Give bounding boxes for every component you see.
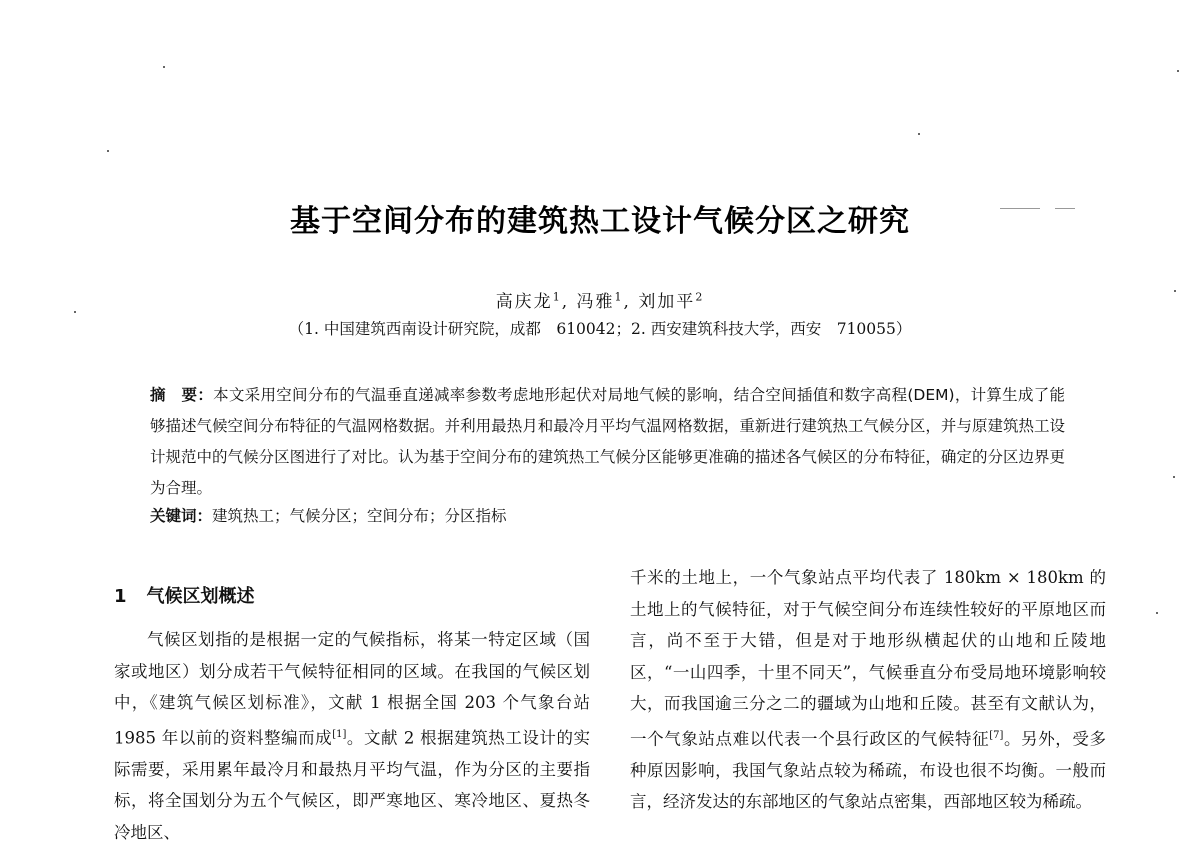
paragraph-text: 千米的土地上，一个气象站点平均代表了 180km × 180km 的土地上的气候特征，对于气候空间分布连续性较好的平原地区而言，尚不至于大错，但是对于地形纵横起伏的山地和丘陵地区，“一山四季，十里不同天”，气候垂直分布受局地环境影响较大，而我国逾三分之二的疆域为山地和丘陵。甚至有文献认为，一个气象站点难以代表一个县行政区的气候特征 (630, 568, 1106, 748)
left-column (114, 580, 590, 848)
paragraph-text: 气候区划指的是根据一定的气候指标，将某一特定区域（国家或地区）划分成若干气候特征相同的区域。在我国的气候区划中，《建筑气候区划标准》，文献 1 根据全国 203 个气象台站 1985 年以前的资料整编而成 (114, 630, 590, 747)
body-paragraph (114, 624, 590, 848)
abstract-label: 摘 要： (150, 386, 214, 404)
scan-speck (1173, 476, 1175, 478)
author-affiliation-mark: 2 (695, 290, 705, 304)
keywords-text: 建筑热工；气候分区；空间分布；分区指标 (212, 507, 507, 525)
paragraph-text: 。另外，受多种原因影响，我国气象站点较为稀疏，布设也很不均衡。一般而言，经济发达的东部地区的气象站点密集，西部地区较为稀疏。 (630, 729, 1107, 811)
scan-speck (163, 66, 165, 68)
paper-title: 基于空间分布的建筑热工设计气候分区之研究 (290, 204, 910, 239)
author-name: 高庆龙 (495, 292, 553, 312)
right-column (630, 562, 1106, 818)
author-affiliation-mark: 1 (614, 290, 624, 304)
citation: [1] (332, 728, 347, 740)
author-name: 刘加平 (638, 292, 696, 312)
scan-speck (1177, 70, 1179, 72)
scan-speck (107, 150, 109, 152)
section-title: 气候区划概述 (146, 586, 255, 607)
abstract-text: 本文采用空间分布的气温垂直递减率参数考虑地形起伏对局地气候的影响，结合空间插值和数字高程(DEM)，计算生成了能够描述气候空间分布特征的气温网格数据。并利用最热月和最冷月平均气温网格数据，重新进行建筑热工气候分区，并与原建筑热工设计规范中的气候分区图进行了对比。认为基于空间分布的建筑热工气候分区能够更准确的描述各气候区的分布特征，确定的分区边界更为合理。 (150, 386, 1065, 497)
author-affiliation-mark: 1 (552, 290, 562, 304)
body-paragraph (630, 562, 1106, 818)
keywords (150, 504, 1065, 526)
citation: [7] (989, 729, 1004, 741)
scan-speck (1156, 612, 1158, 614)
author-name: 冯雅 (576, 292, 615, 312)
abstract (150, 380, 1065, 504)
affiliation: （1. 中国建筑西南设计研究院，成都 610042；2. 西安建筑科技大学，西安 710055） (288, 320, 912, 338)
keywords-label: 关键词： (150, 507, 213, 525)
section-heading (114, 580, 590, 614)
scan-speck (918, 133, 920, 135)
paragraph-text: 。文献 2 根据建筑热工设计的实际需要，采用累年最冷月和最热月平均气温，作为分区的主要指标，将全国划分为五个气候区，即严寒地区、寒冷地区、夏热冬冷地区、 (114, 728, 590, 842)
author-list: 高庆龙$^1$, 冯雅$^1$, 刘加平$^2$ (495, 290, 705, 312)
section-number: 1 (114, 586, 127, 607)
